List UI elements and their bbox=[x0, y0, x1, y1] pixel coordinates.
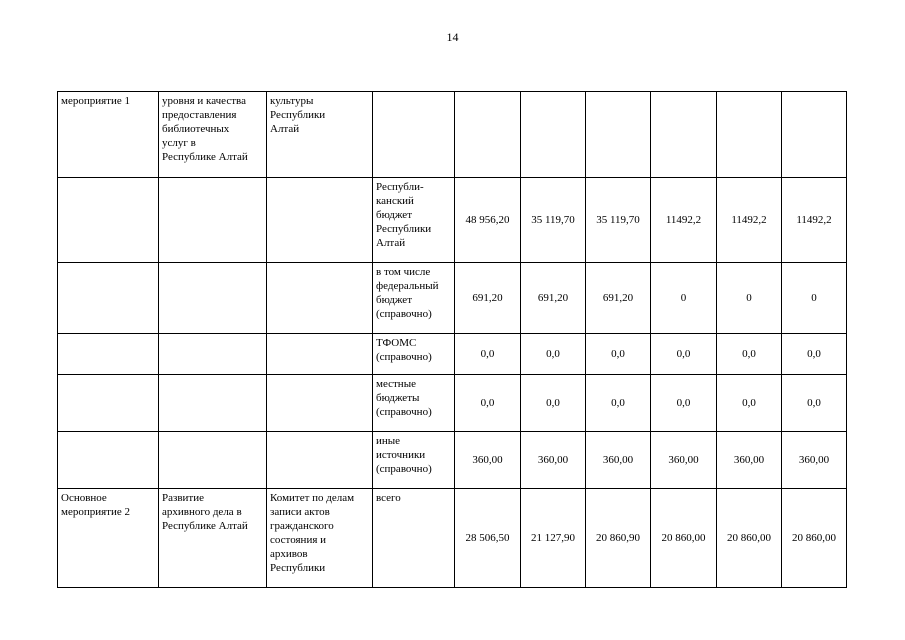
value-cell: 35 119,70 bbox=[586, 178, 651, 263]
value-cell: 11492,2 bbox=[651, 178, 717, 263]
value-cell bbox=[586, 92, 651, 178]
value-cell: 11492,2 bbox=[782, 178, 847, 263]
table-row bbox=[58, 334, 847, 375]
program-name-cell bbox=[159, 432, 267, 489]
value-cell: 0,0 bbox=[455, 375, 521, 432]
value-cell: 28 506,50 bbox=[455, 489, 521, 588]
event-name-cell bbox=[58, 334, 159, 375]
value-cell: 360,00 bbox=[521, 432, 586, 489]
value-cell: 20 860,00 bbox=[782, 489, 847, 588]
event-name-cell: мероприятие 1 bbox=[58, 92, 159, 178]
value-cell: 20 860,00 bbox=[717, 489, 782, 588]
value-cell: 691,20 bbox=[521, 263, 586, 334]
executor-cell bbox=[267, 375, 373, 432]
program-name-cell: Развитие архивного дела в Республике Алтай bbox=[159, 489, 267, 588]
value-cell bbox=[521, 92, 586, 178]
event-name-cell: Основное мероприятие 2 bbox=[58, 489, 159, 588]
program-name-cell bbox=[159, 178, 267, 263]
event-name-cell bbox=[58, 178, 159, 263]
value-cell: 0,0 bbox=[521, 375, 586, 432]
funding-source-cell: ТФОМС (справочно) bbox=[373, 334, 455, 375]
table-row bbox=[58, 375, 847, 432]
value-cell: 48 956,20 bbox=[455, 178, 521, 263]
value-cell: 360,00 bbox=[651, 432, 717, 489]
value-cell bbox=[782, 92, 847, 178]
value-cell: 0,0 bbox=[586, 334, 651, 375]
value-cell: 0,0 bbox=[455, 334, 521, 375]
value-cell: 0 bbox=[782, 263, 847, 334]
value-cell: 0,0 bbox=[717, 375, 782, 432]
table-row bbox=[58, 178, 847, 263]
funding-source-cell: местные бюджеты (справочно) bbox=[373, 375, 455, 432]
executor-cell bbox=[267, 432, 373, 489]
value-cell: 20 860,90 bbox=[586, 489, 651, 588]
executor-cell bbox=[267, 263, 373, 334]
table-row bbox=[58, 263, 847, 334]
funding-source-cell: Республи- канский бюджет Республики Алтай bbox=[373, 178, 455, 263]
budget-table bbox=[57, 91, 847, 588]
value-cell: 0,0 bbox=[717, 334, 782, 375]
value-cell: 0,0 bbox=[782, 334, 847, 375]
value-cell bbox=[455, 92, 521, 178]
executor-cell: культуры Республики Алтай bbox=[267, 92, 373, 178]
value-cell: 0,0 bbox=[651, 375, 717, 432]
table-row bbox=[58, 432, 847, 489]
value-cell: 0,0 bbox=[521, 334, 586, 375]
value-cell: 360,00 bbox=[782, 432, 847, 489]
value-cell: 0,0 bbox=[586, 375, 651, 432]
program-name-cell bbox=[159, 375, 267, 432]
executor-cell: Комитет по делам записи актов гражданского состояния и архивов Республики bbox=[267, 489, 373, 588]
value-cell: 0,0 bbox=[651, 334, 717, 375]
event-name-cell bbox=[58, 375, 159, 432]
value-cell: 0 bbox=[651, 263, 717, 334]
value-cell: 0 bbox=[717, 263, 782, 334]
executor-cell bbox=[267, 334, 373, 375]
funding-source-cell: в том числе федеральный бюджет (справочно) bbox=[373, 263, 455, 334]
program-name-cell bbox=[159, 263, 267, 334]
program-name-cell: уровня и качества предоставления библиотечных услуг в Республике Алтай bbox=[159, 92, 267, 178]
value-cell: 0,0 bbox=[782, 375, 847, 432]
funding-source-cell: всего bbox=[373, 489, 455, 588]
event-name-cell bbox=[58, 263, 159, 334]
value-cell: 20 860,00 bbox=[651, 489, 717, 588]
value-cell: 691,20 bbox=[455, 263, 521, 334]
table-row bbox=[58, 489, 847, 588]
page-number: 14 bbox=[446, 30, 459, 44]
value-cell bbox=[717, 92, 782, 178]
value-cell: 360,00 bbox=[717, 432, 782, 489]
value-cell: 360,00 bbox=[455, 432, 521, 489]
table-row bbox=[58, 92, 847, 178]
funding-source-cell: иные источники (справочно) bbox=[373, 432, 455, 489]
executor-cell bbox=[267, 178, 373, 263]
value-cell: 11492,2 bbox=[717, 178, 782, 263]
value-cell: 35 119,70 bbox=[521, 178, 586, 263]
program-name-cell bbox=[159, 334, 267, 375]
value-cell: 360,00 bbox=[586, 432, 651, 489]
funding-source-cell bbox=[373, 92, 455, 178]
value-cell: 21 127,90 bbox=[521, 489, 586, 588]
value-cell bbox=[651, 92, 717, 178]
value-cell: 691,20 bbox=[586, 263, 651, 334]
event-name-cell bbox=[58, 432, 159, 489]
